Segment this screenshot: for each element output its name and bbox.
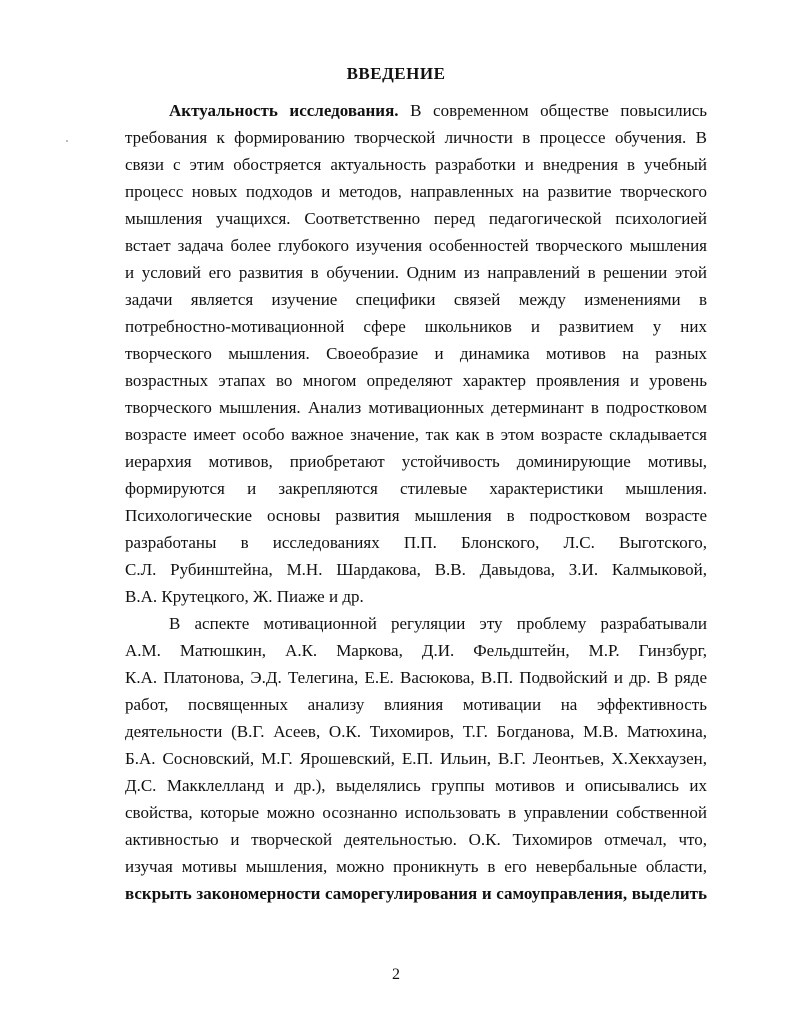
- page-number: 2: [392, 966, 400, 983]
- paragraph-1-line: возрасте имеет особо важное значение, так как в этом возрасте складывается: [125, 425, 707, 444]
- paragraph-2-line: активностью и творческой деятельностью. О.К. Тихомиров отмечал, что,: [125, 830, 707, 849]
- paragraph-2-line: свойства, которые можно осознанно использовать в управлении собственной: [125, 803, 707, 822]
- paragraph-1-line: С.Л. Рубинштейна, М.Н. Шардакова, В.В. Давыдова, З.И. Калмыковой,: [125, 560, 707, 579]
- paragraph-1-line: В.А. Крутецкого, Ж. Пиаже и др.: [125, 587, 364, 606]
- paragraph-1-line: творческого мышления. Анализ мотивационных детерминант в подростковом: [125, 398, 707, 417]
- paragraph-1-line: творческого мышления. Своеобразие и динамика мотивов на разных: [125, 344, 707, 363]
- paragraph-1-line: встает задача более глубокого изучения особенностей творческого мышления: [125, 236, 707, 255]
- paragraph-2-line: Д.С. Макклелланд и др.), выделялись группы мотивов и описывались их: [125, 776, 707, 795]
- paragraph-2-line: А.М. Матюшкин, А.К. Маркова, Д.И. Фельдштейн, М.Р. Гинзбург,: [125, 641, 707, 660]
- paragraph-1-line: возрастных этапах во многом определяют характер проявления и уровень: [125, 371, 707, 390]
- paragraph-1-line: формируются и закрепляются стилевые характеристики мышления.: [125, 479, 707, 498]
- body-text: [125, 97, 707, 907]
- paragraph-1-line: Психологические основы развития мышления в подростковом возрасте: [125, 506, 707, 525]
- paragraph-1-line: связи с этим обостряется актуальность разработки и внедрения в учебный: [125, 155, 707, 174]
- paragraph-2-line: работ, посвященных анализу влияния мотивации на эффективность: [125, 695, 707, 714]
- paragraph-1-line: мышления учащихся. Соответственно перед педагогической психологией: [125, 209, 707, 228]
- paragraph-1-line: иерархия мотивов, приобретают устойчивость доминирующие мотивы,: [125, 452, 707, 471]
- paragraph-2-line: К.А. Платонова, Э.Д. Телегина, Е.Е. Васюкова, В.П. Подвойский и др. В ряде: [125, 668, 707, 687]
- paragraph-2-line: изучая мотивы мышления, можно проникнуть в его невербальные области,: [125, 857, 707, 876]
- paragraph-2-line: вскрыть закономерности саморегулирования и самоуправления, выделить: [125, 884, 707, 903]
- paragraph-1-line: разработаны в исследованиях П.П. Блонского, Л.С. Выготского,: [125, 533, 707, 552]
- paragraph-1-line: требования к формированию творческой личности в процессе обучения. В: [125, 128, 707, 147]
- paragraph-2-line: В аспекте мотивационной регуляции эту проблему разрабатывали: [169, 614, 707, 633]
- lead-phrase: Актуальность исследования.: [169, 101, 399, 120]
- paragraph-2-line: деятельности (В.Г. Асеев, О.К. Тихомиров, Т.Г. Богданова, М.В. Матюхина,: [125, 722, 707, 741]
- margin-dot: [66, 140, 68, 142]
- paragraph-1-line: и условий его развития в обучении. Одним из направлений в решении этой: [125, 263, 707, 282]
- paragraph-1-line: задачи является изучение специфики связей между изменениями в: [125, 290, 707, 309]
- line-text: В современном обществе повысились: [398, 101, 707, 120]
- page-heading: ВВЕДЕНИЕ: [346, 64, 446, 83]
- paragraph-1-line: [125, 97, 707, 124]
- paragraph-1-line: потребностно-мотивационной сфере школьников и развитием у них: [125, 317, 707, 336]
- paragraph-1-line: процесс новых подходов и методов, направленных на развитие творческого: [125, 182, 707, 201]
- paragraph-2-line: Б.А. Сосновский, М.Г. Ярошевский, Е.П. Ильин, В.Г. Леонтьев, Х.Хекхаузен,: [125, 749, 707, 768]
